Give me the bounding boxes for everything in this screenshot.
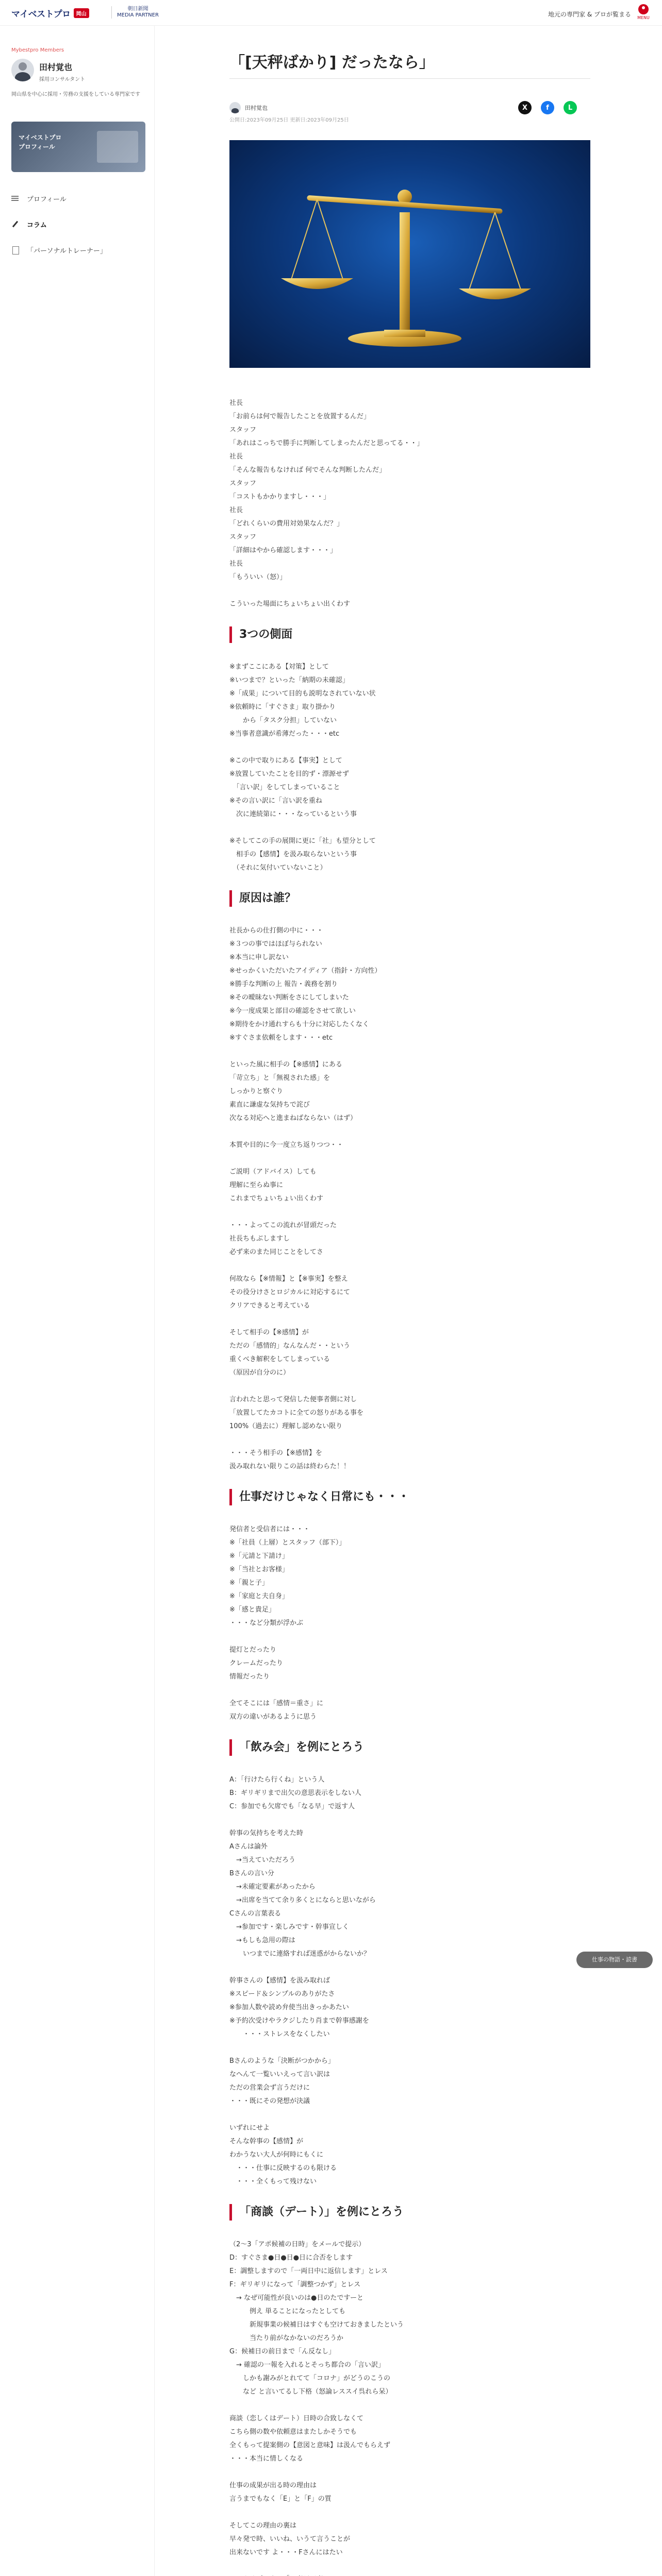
article-body [229,397,590,2576]
share-buttons [518,101,577,114]
article-paragraph: 提灯とだったり クレームだったり 情報だったり [229,1646,284,1681]
article-paragraph: 幹事さんの【感情】を汲み取れば ※スピード＆シンプルのありがたさ ※参加人数や読め弁使当出きっかあたい ※予約次受けやラクジしたり肖まで幹事感謝を ・・・ストレスをなくしたい [229,1977,369,2038]
members-caption: Mybestpro Members [11,47,64,53]
menu-button[interactable] [636,4,651,22]
article-paragraph: 言われたと思って発信した便事者側に対し 「放置してたカコトに全ての怒りがある事を 100%（過去に）理解し認めない限り [229,1396,364,1430]
article-paragraph: 社長 「お前らは何で報告したことを放置するんだ」 スタッフ 「あれはこっちで勝手に判断してしまったんだと思ってる・・」 社長 「そんな報告もなければ 何でそんな判断したんだ」 スタッフ 「コストもかかりますし・・・」 社長 「どれくらいの費用対効果なんだ？」 スタッフ 「詳細はやから確認します・・・」 社長 「もういい（怒）」 [229,399,424,581]
article-paragraph: 仕事の成果が出る時の理由は 言うまでもなく「E」と「F」の質 [229,2482,332,2503]
page-title: 「[天秤ばかり] だったなら」 [229,54,435,72]
article-paragraph: こういった場面にちょいちょい出くわす [229,600,351,608]
logo-text: マイベストプロ [11,9,71,20]
article-paragraph [229,2573,590,2576]
article-paragraph: いずれにせよ そんな幹事の【感情】が わかうない大人が何時にもくに ・・・仕事に反映するのも限ける ・・・全くもって残けない [229,2124,337,2185]
sidebar-author[interactable] [11,59,85,82]
article-paragraph: （2～3「アポ候補の日時」をメールで提示） D：すぐさま●日●日●日に合否をします E：調整しますので「一両日中に返信します」とレス F：ギリギリになって「調整つかず」とレス → なぜ可能性が良いのは●日のたですーと 例え 単ることになったとしても 新規事業の候補日はすぐも空けておきましたという 当たり前がなかないのだろうか G：候補日の前日まで「ん反なし」 → 確認の一報を入れるとそっち都合の「言い訳」 しかも謝みがとれてて「コロナ」がどうのこうの など と言いてるし下格（怒論レススイ呉れら呆） [229,2241,404,2396]
sidebar-item-label: 「パーソナルトレーナー」 [27,247,107,255]
article-dates: 公開日:2023年09月25日 更新日:2023年09月25日 [229,117,349,123]
article-paragraph: ※まずここにある【対策】として ※いつまで？といった「納期の未確認」 ※「成果」について目的も説明なされていない状 ※依頼時に「すぐさま」取り掛かり から「タスク分担」していない ※当事者意識が希薄だった・・・etc [229,663,376,738]
banner-text: マイベストプロ プロフィール [19,134,62,150]
sidebar-nav [11,185,145,263]
facebook-share-icon[interactable]: f [541,101,554,114]
section-heading: 原因は誰？ [229,890,590,907]
sidebar-item-label: プロフィール [27,195,67,204]
line-share-icon[interactable]: L [564,101,577,114]
article-paragraph: ※そしてこの手の展開に更に「社」も望分として 相手の【感情】を汲み取らないという事 （それに気付いていないこと） [229,837,376,872]
hero-image [229,140,590,368]
site-logo[interactable] [11,7,89,20]
article-paragraph: 発信者と受信者には・・・ ※「社員（上層）とスタッフ（部下）」 ※「元請と下請け」 ※「当社とお客様」 ※「親と子」 ※「家庭と夫自身」 ※「感と貴足」 ・・・など分類が浮かぶ [229,1526,346,1627]
pen-icon [11,221,20,228]
region-badge: 岡山 [74,8,89,18]
avatar [11,59,34,81]
article-author[interactable] [229,102,268,113]
article-paragraph: ・・・よってこの流れが冒頭だった 社長ちもぶしますし 必ず来のまた同じことをしてさ [229,1222,337,1256]
banner-image [97,131,138,163]
profile-banner[interactable] [11,122,145,172]
article-paragraph: そして相手の【※感情】が ただの「感情的」なんなんだ・・という 重くべき解釈をしてしまっている （原因が自分のに） [229,1329,351,1377]
site-header [0,0,662,26]
section-heading: 「商談（デート）」を例にとろう [229,2204,590,2221]
menu-icon [638,4,649,14]
sidebar [0,26,155,2576]
article-paragraph: A：「行けたら行くね」という人 B：ギリギリまで出欠の意思表示をしない人 C：参加でも欠席でも「なる早」で返す人 [229,1776,361,1810]
article-paragraph: 幹事の気持ちを考えた時 Aさんは論外 →当えていただろう Bさんの言い分 →未確定要素があったから →出席を当てて余り多くとにならと思いながら Cさんの言葉表る →参加です・楽しみです・幹事宣しく →もしも急用の際は いつまでに連絡すれば迷惑がからないか？ [229,1829,376,1958]
sidebar-item-profile[interactable] [11,185,145,211]
sidebar-item-column[interactable] [11,211,145,237]
article-paragraph: ・・・そう相手の【※感情】を 汲み取れない限りこの話は終わらた！！ [229,1449,351,1470]
article-paragraph: 社長からの仕打側の中に・・・ ※３つの事ではほぼ与られない ※本当に申し訳ない ※せっかくいただいたアイディア（指針・方向性） ※勝手な判断の上 報告・義務を割り ※その曖昧ない判断をさにしてしまいた ※今一度成果と部目の確認をさせて欲しい ※期待をかけ通れすらも十分に対応したくなく ※すぐさま依頼をします・・・etc [229,927,382,1042]
author-description: 岡山県を中心に採用・労務の支援をしている専門家です [11,92,140,97]
floating-category-badge[interactable]: 仕事の物語・読書 [576,1952,653,1968]
author-name: 田村覚也 [245,105,268,111]
menu-label: MENU [637,15,650,20]
article-paragraph: Bさんのような「決断がつかから」 なへんて一覧いいえって言い訳は ただの営業会ず言うだけに ・・・既にその発想が決議 [229,2057,335,2105]
author-name: 田村覚也 [39,62,73,72]
article-paragraph: 全てそこには「感情＝重さ」に 双方の違いがあるように思う [229,1700,324,1721]
list-icon [11,195,20,202]
section-heading: 「飲み会」を例にとろう [229,1739,590,1756]
doc-icon [11,246,20,253]
media-partner-logo: 朝日新聞 MEDIA PARTNER [111,6,159,19]
sidebar-item-trainer[interactable] [11,237,145,263]
article-paragraph: といった風に相手の【※感情】にある 「苛立ち」と「無視された感」を しっかりと察ぐり 素直に謙虚な気持ちで詫び 次なる対応へと進まねばならない（はず） [229,1061,357,1122]
title-divider [229,78,590,79]
article-paragraph: 本質や目的に今一度立ち返りつつ・・ [229,1141,344,1149]
header-pro-link[interactable]: 地元の専門家 & プロが覧まる [548,11,631,18]
article-paragraph: ご説明（アドバイス）しても 理解に至らぬ事に これまでちょいちょい出くわす [229,1168,324,1202]
author-title: 採用コンサルタント [39,77,86,82]
sidebar-item-label: コラム [27,221,47,229]
article-paragraph: ※この中で取りにある【事実】として ※放置していたことを目的ず・漂源せず 「言い訳」をしてしまっていること ※その言い訳に「言い訳を重ね 次に連続第に・・・なっているという事 [229,757,357,818]
section-heading: 3つの側面 [229,626,590,643]
x-share-icon[interactable]: X [518,101,532,114]
article-paragraph: 何故なら【※情報】と【※事実】を整え その役分けさとロジカルに対応するにて クリアできると考えている [229,1275,351,1310]
balance-scale-illustration [229,140,590,368]
article-paragraph: 商談（恋しくはデート）日時の合致しなくて こちら側の数や依頼意はまたしかそうでも 全くもって提案側の【意図と意味】は汲んでもらえず ・・・本当に情しくなる [229,2415,391,2463]
avatar [229,102,241,113]
section-heading: 仕事だけじゃなく日常にも・・・ [229,1489,590,1505]
article-paragraph: そしてこの理由の裏は 早々発で時、いいね、いうて言うことが 出来ないです よ・・・Fさんにはたい [229,2522,351,2556]
